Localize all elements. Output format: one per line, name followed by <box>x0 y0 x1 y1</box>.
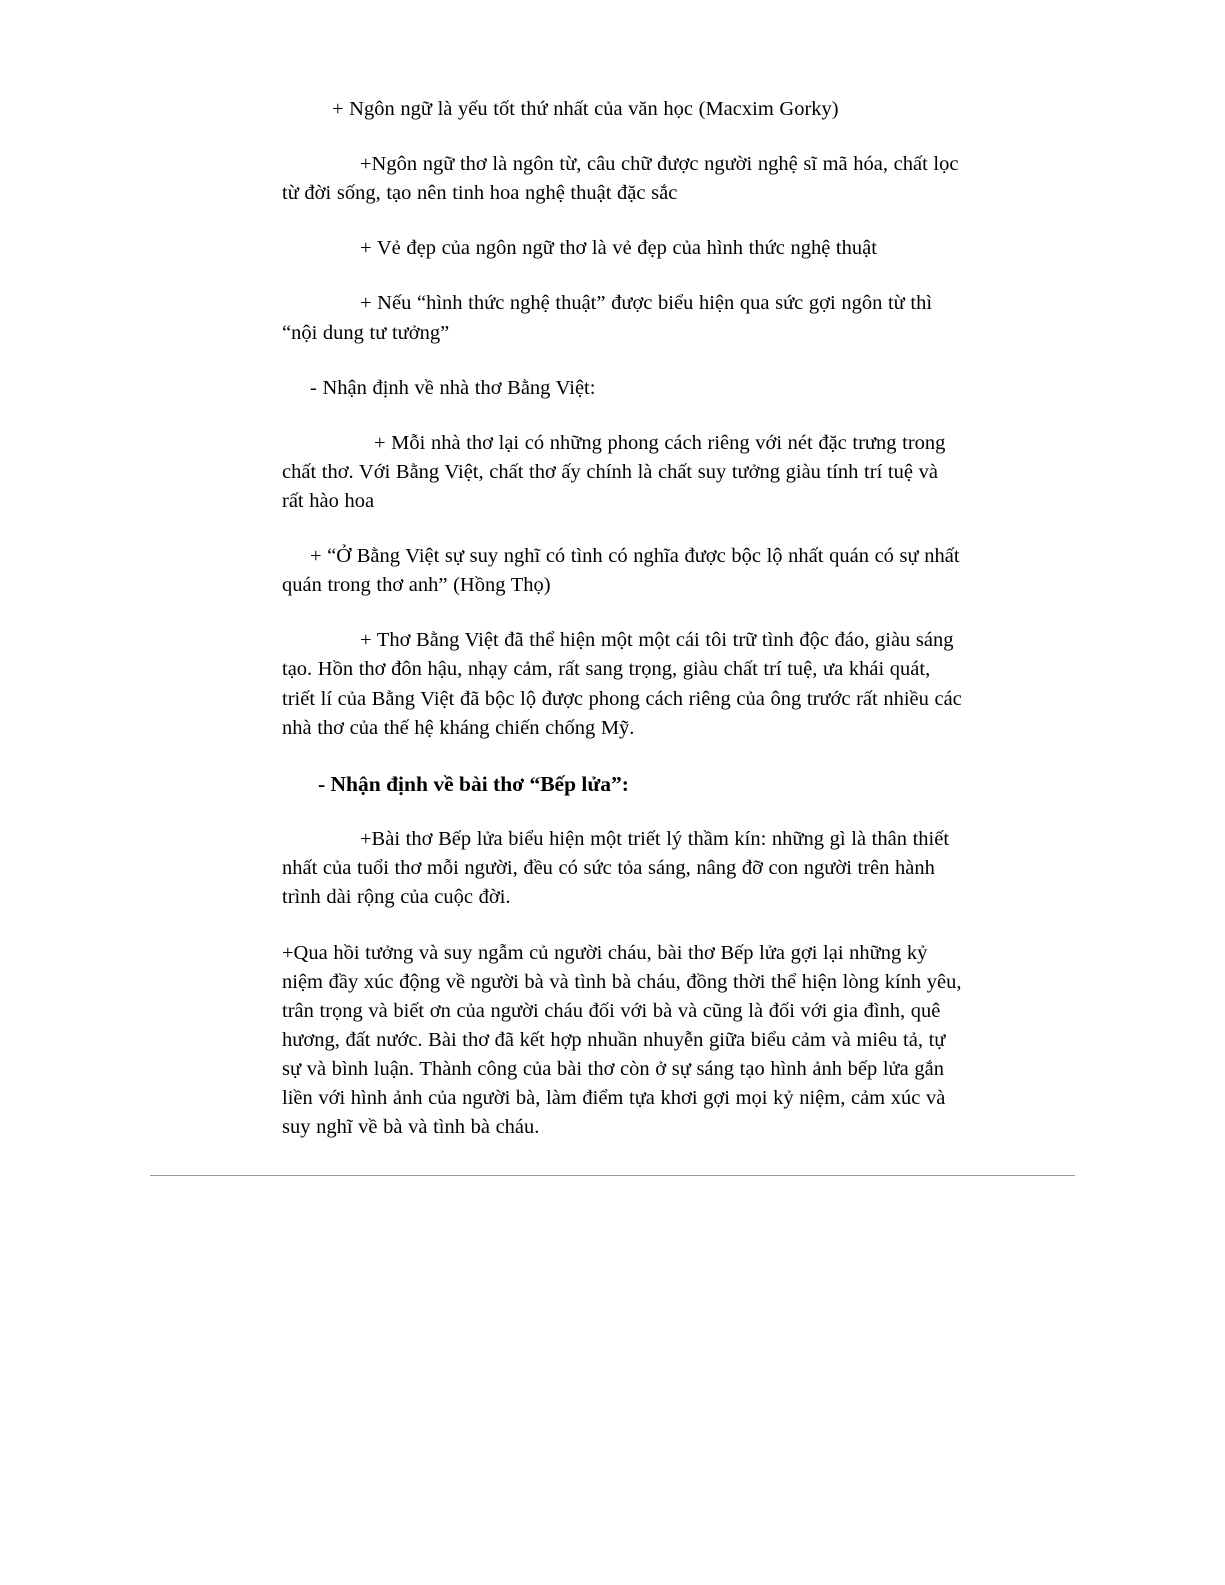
document-body <box>282 95 962 1168</box>
paragraph-poetic-language: +Ngôn ngữ thơ là ngôn từ, câu chữ được người nghệ sĩ mã hóa, chất lọc từ đời sống, tạo nên tinh hoa nghệ thuật đặc sắc <box>282 153 959 205</box>
paragraph-bep-lua-summary: +Qua hồi tưởng và suy ngẫm củ người cháu, bài thơ Bếp lửa gợi lại những kỷ niệm đầy xúc động về người bà và tình bà cháu, đồng thời thể hiện lòng kính yêu, trân trọng và biết ơn của người cháu đối với bà và cũng là đối với gia đình, quê hương, đất nước. Bài thơ đã kết hợp nhuần nhuyễn giữa biểu cảm và miêu tả, tự sự và bình luận. Thành công của bài thơ còn ở sự sáng tạo hình ảnh bếp lửa gắn liền với hình ảnh của người bà, làm điểm tựa khơi gợi mọi kỷ niệm, cảm xúc và suy nghĩ về bà và tình bà cháu. <box>282 941 962 1139</box>
paragraph-quote-gorky: + Ngôn ngữ là yếu tốt thứ nhất của văn học (Macxim Gorky) <box>332 98 839 120</box>
footer-divider <box>150 1175 1075 1176</box>
section-heading-bep-lua: - Nhận định về bài thơ “Bếp lửa”: <box>318 771 629 796</box>
paragraph-bep-lua-philosophy: +Bài thơ Bếp lửa biểu hiện một triết lý thầm kín: những gì là thân thiết nhất của tuổi thơ mỗi người, đều có sức tỏa sáng, nâng đỡ con người trên hành trình dài rộng của cuộc đời. <box>282 828 950 909</box>
paragraph-poet-style: + Mỗi nhà thơ lại có những phong cách riêng với nét đặc trưng trong chất thơ. Với Bằng Việt, chất thơ ấy chính là chất suy tưởng giàu tính trí tuệ và rất hào hoa <box>282 431 946 512</box>
paragraph-lyrical-self: + Thơ Bằng Việt đã thể hiện một một cái tôi trữ tình độc đáo, giàu sáng tạo. Hồn thơ đôn hậu, nhạy cảm, rất sang trọng, giàu chất trí tuệ, ưa khái quát, triết lí của Bằng Việt đã bộc lộ được phong cách riêng của ông trước rất nhiều các nhà thơ của thế hệ kháng chiến chống Mỹ. <box>282 629 962 739</box>
paragraph-poet-comment-label: - Nhận định về nhà thơ Bằng Việt: <box>310 376 596 399</box>
paragraph-beauty-of-language: + Vẻ đẹp của ngôn ngữ thơ là vẻ đẹp của hình thức nghệ thuật <box>360 237 877 260</box>
paragraph-artistic-form: + Nếu “hình thức nghệ thuật” được biểu hiện qua sức gợi ngôn từ thì “nội dung tư tưởng” <box>282 292 933 344</box>
paragraph-hong-tho-quote: + “Ở Bằng Việt sự suy nghĩ có tình có nghĩa được bộc lộ nhất quán có sự nhất quán trong thơ anh” (Hồng Thọ) <box>282 545 960 597</box>
